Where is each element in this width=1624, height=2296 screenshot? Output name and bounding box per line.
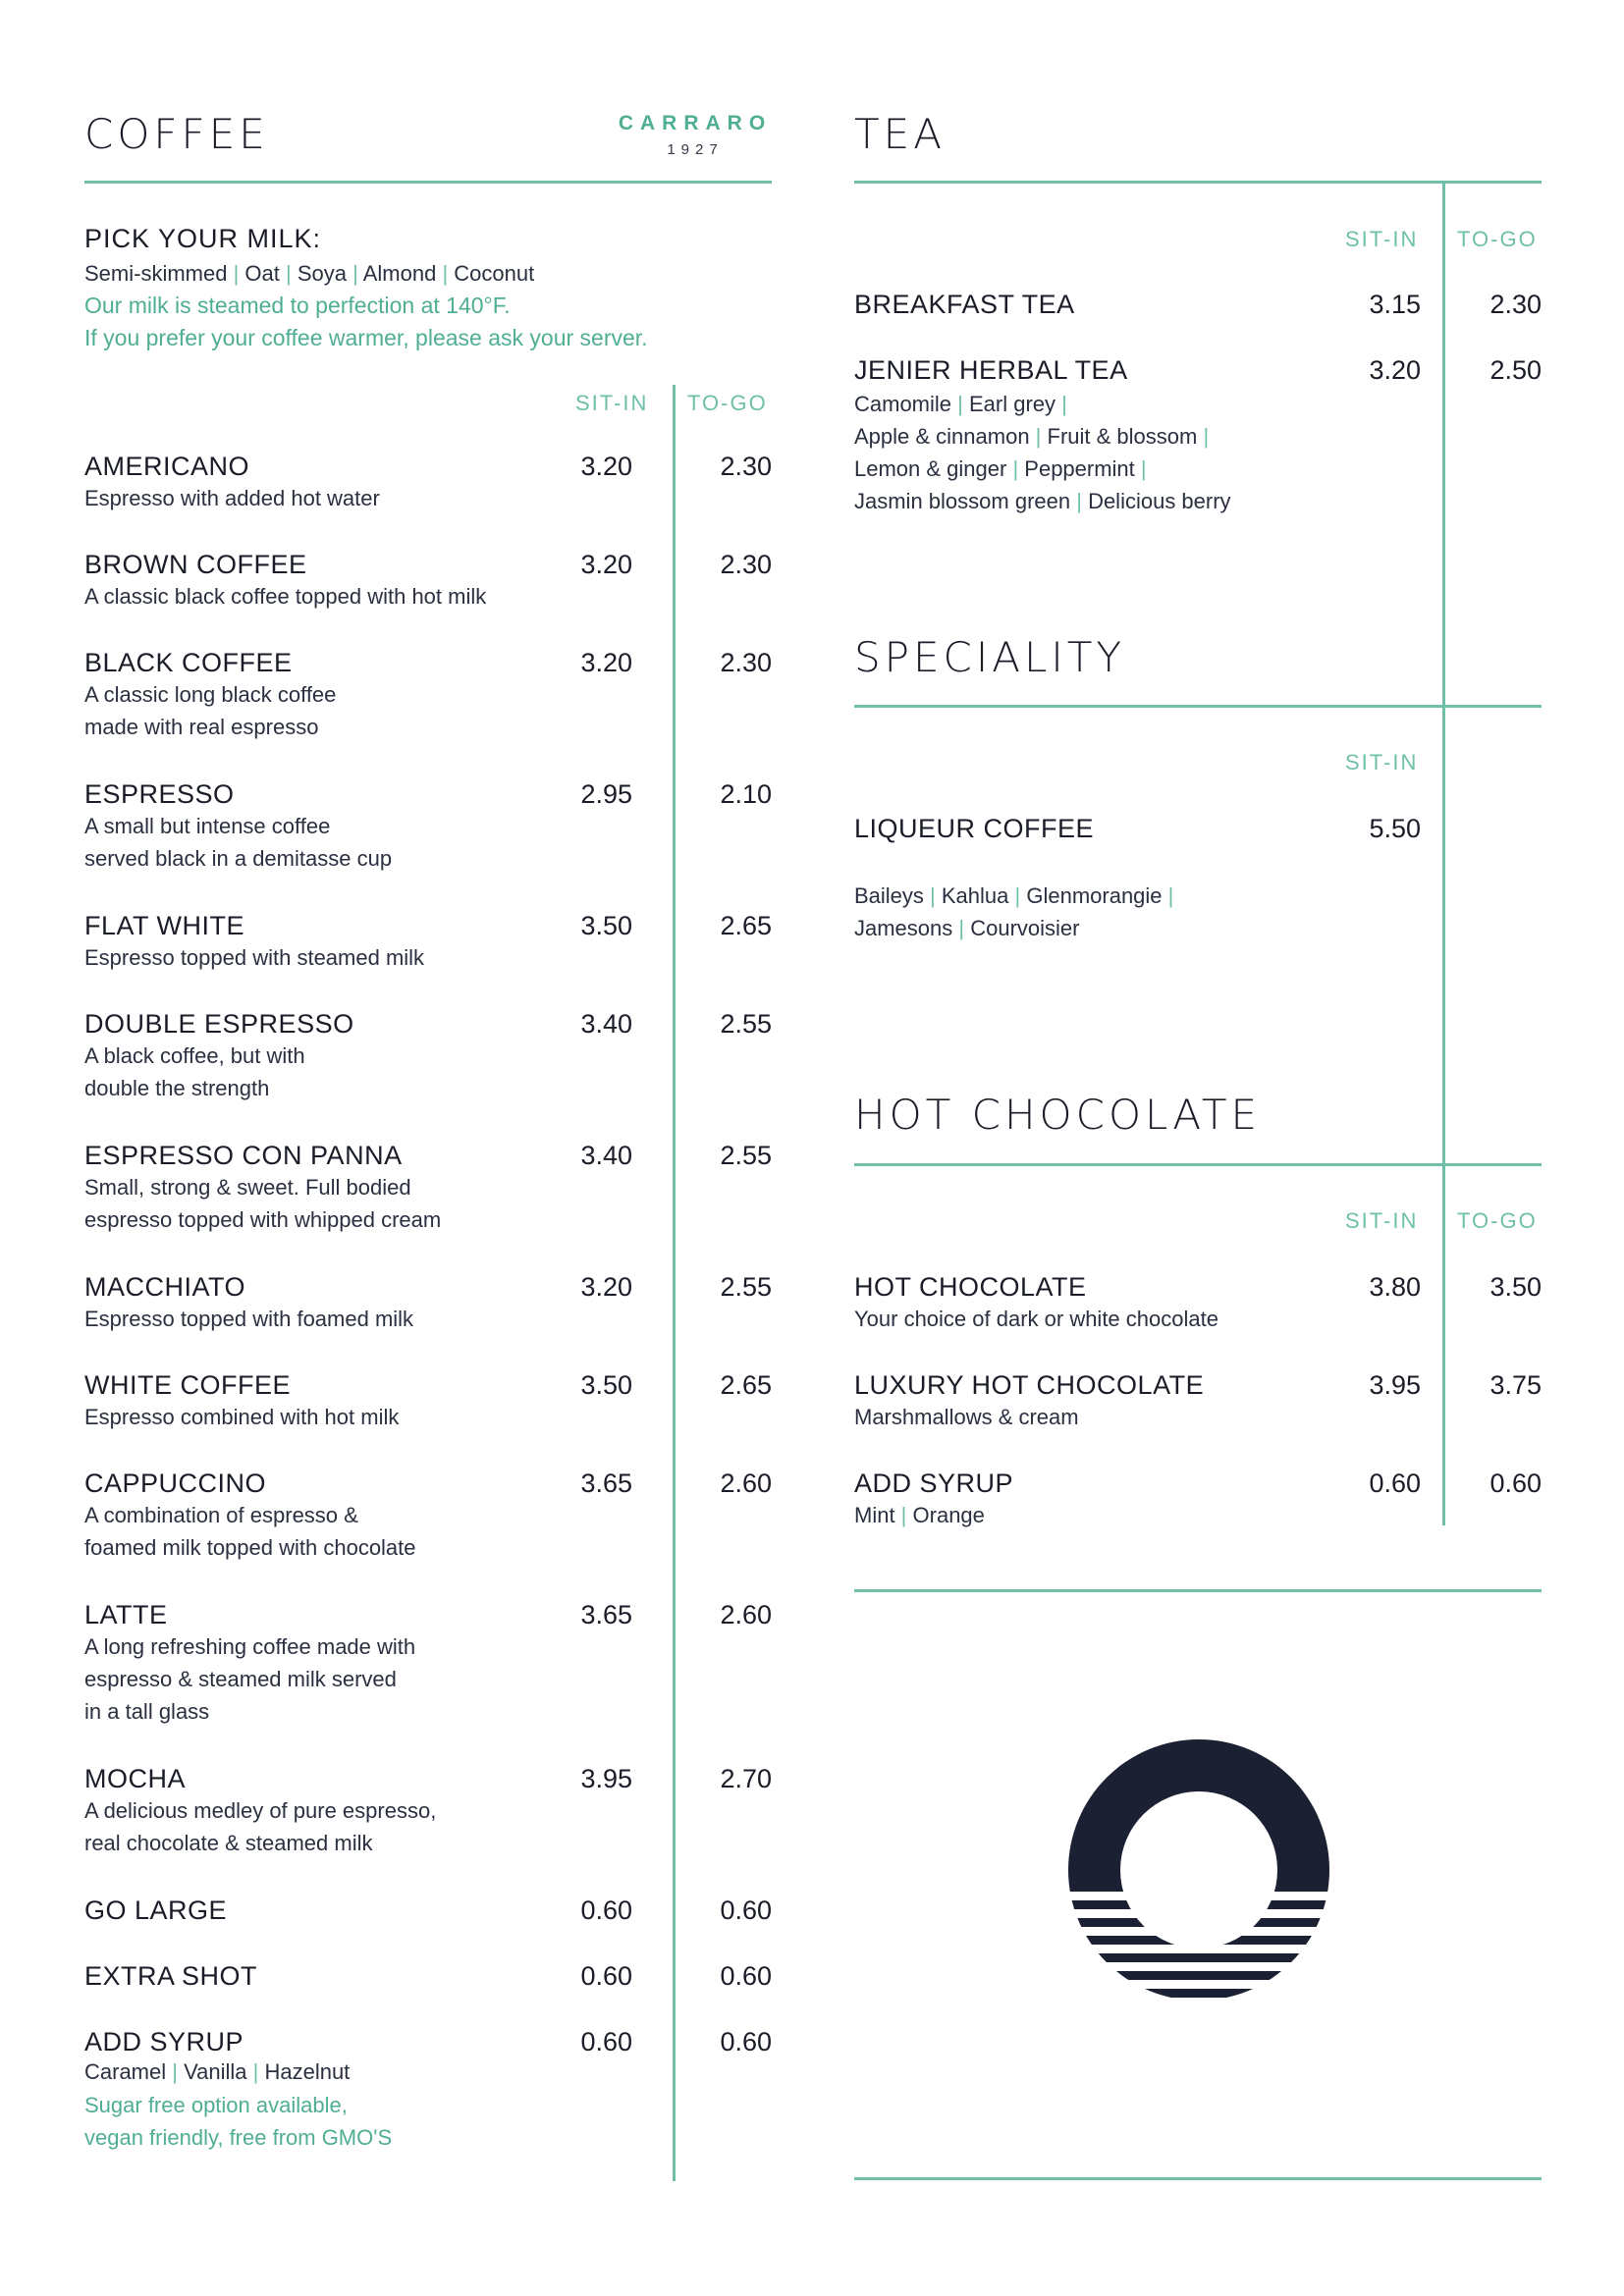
item-desc: A small but intense coffee — [84, 814, 331, 838]
item-desc: espresso topped with whipped cream — [84, 1207, 442, 1232]
menu-item — [84, 1468, 772, 1564]
milk-option: Coconut — [454, 261, 535, 286]
syrup-note: Sugar free option available, — [84, 2093, 348, 2117]
page-bottom-rule — [854, 2177, 1542, 2180]
liqueur-options — [854, 880, 1345, 944]
price-to-go: 3.75 — [1489, 1370, 1542, 1400]
menu-item — [84, 778, 772, 875]
item-name: JENIER HERBAL TEA — [854, 355, 1128, 385]
price-sit-in: 3.40 — [580, 1009, 632, 1039]
speciality-sit-in-header: SIT-IN — [1345, 750, 1419, 774]
menu-item — [854, 354, 1542, 517]
price-to-go: 2.30 — [1489, 290, 1542, 319]
menu-item — [854, 813, 1542, 844]
coffee-to-go-header: TO-GO — [687, 391, 768, 415]
milk-option: Almond — [362, 261, 437, 286]
price-sit-in: 3.95 — [1369, 1370, 1421, 1400]
price-sit-in: 3.20 — [580, 648, 632, 677]
item-name: FLAT WHITE — [84, 911, 245, 940]
menu-item — [84, 1369, 772, 1433]
item-name: ESPRESSO — [84, 779, 235, 809]
item-name: GO LARGE — [84, 1896, 228, 1925]
milk-title: PICK YOUR MILK: — [84, 224, 322, 253]
syrup-option: Caramel — [84, 2059, 167, 2084]
price-to-go: 2.65 — [720, 1370, 772, 1400]
item-name: BROWN COFFEE — [84, 550, 307, 579]
price-sit-in: 3.95 — [580, 1764, 632, 1793]
item-name: MACCHIATO — [84, 1272, 246, 1302]
coffee-syrup-options: Caramel | Vanilla | Hazelnut — [84, 2059, 351, 2084]
item-desc: foamed milk topped with chocolate — [84, 1535, 416, 1560]
menu-item — [84, 1140, 772, 1236]
price-to-go: 0.60 — [1489, 1468, 1542, 1498]
item-desc: A classic black coffee topped with hot milk — [84, 584, 487, 609]
milk-option: Soya — [297, 261, 347, 286]
tea-sit-in-header: SIT-IN — [1345, 227, 1419, 251]
item-name: CAPPUCCINO — [84, 1468, 267, 1498]
price-sit-in: 3.65 — [580, 1600, 632, 1629]
item-desc: A black coffee, but with — [84, 1043, 305, 1068]
item-desc: A delicious medley of pure espresso, — [84, 1798, 437, 1823]
hot-chocolate-title-rule — [854, 1163, 1542, 1166]
item-desc: served black in a demitasse cup — [84, 846, 393, 871]
hot-chocolate-sit-in-header: SIT-IN — [1345, 1208, 1419, 1233]
price-to-go: 2.60 — [720, 1468, 772, 1498]
item-desc: Espresso with added hot water — [84, 486, 380, 510]
item-name: MOCHA — [84, 1764, 186, 1793]
price-sit-in: 3.20 — [1369, 355, 1421, 385]
item-name: EXTRA SHOT — [84, 1961, 258, 1991]
milk-note: Our milk is steamed to perfection at 140°F. — [84, 293, 511, 318]
price-sit-in: 3.20 — [580, 1272, 632, 1302]
herbal-line: Apple & cinnamon | Fruit & blossom | — [854, 424, 1210, 449]
menu-item — [84, 1271, 772, 1335]
hot-chocolate-to-go-header: TO-GO — [1457, 1208, 1538, 1233]
item-name: LATTE — [84, 1600, 168, 1629]
price-to-go: 2.55 — [720, 1009, 772, 1039]
menu-item — [854, 1271, 1542, 1335]
menu-item — [854, 1468, 1542, 1531]
item-desc: Your choice of dark or white chocolate — [854, 1307, 1218, 1331]
item-name: WHITE COFFEE — [84, 1370, 291, 1400]
item-desc: Espresso topped with foamed milk — [84, 1307, 414, 1331]
price-to-go: 2.65 — [720, 911, 772, 940]
item-desc: real chocolate & steamed milk — [84, 1831, 373, 1855]
item-desc: Espresso combined with hot milk — [84, 1405, 400, 1429]
price-sit-in: 3.40 — [580, 1141, 632, 1170]
tea-to-go-header: TO-GO — [1457, 227, 1538, 251]
price-to-go: 2.30 — [720, 550, 772, 579]
item-desc: A classic long black coffee — [84, 682, 337, 707]
item-desc: Small, strong & sweet. Full bodied — [84, 1175, 411, 1200]
item-name: AMERICANO — [84, 452, 250, 481]
item-desc: espresso & steamed milk served — [84, 1667, 397, 1691]
syrup-option: Hazelnut — [264, 2059, 351, 2084]
price-to-go: 2.55 — [720, 1141, 772, 1170]
item-name: ESPRESSO CON PANNA — [84, 1141, 403, 1170]
price-to-go: 2.60 — [720, 1600, 772, 1629]
item-desc: Mint | Orange — [854, 1503, 985, 1527]
price-sit-in: 2.95 — [580, 779, 632, 809]
price-to-go: 2.50 — [1489, 355, 1542, 385]
brand-year: 1927 — [667, 141, 724, 158]
speciality-title: SPECIALITY — [854, 633, 1126, 681]
price-to-go: 2.30 — [720, 452, 772, 481]
menu-item — [84, 1008, 772, 1104]
item-desc: made with real espresso — [84, 715, 319, 739]
price-sit-in: 3.15 — [1369, 290, 1421, 319]
price-sit-in: 3.20 — [580, 452, 632, 481]
price-sit-in: 0.60 — [1369, 1468, 1421, 1498]
price-sit-in: 3.80 — [1369, 1272, 1421, 1302]
milk-options: Semi-skimmed | Oat | Soya | Almond | Coconut — [84, 261, 535, 286]
menu-item — [854, 289, 1542, 320]
item-desc: double the strength — [84, 1076, 270, 1100]
menu-item — [84, 1599, 772, 1728]
syrup-option: Vanilla — [184, 2059, 247, 2084]
syrup-note: vegan friendly, free from GMO'S — [84, 2125, 393, 2150]
item-name: BREAKFAST TEA — [854, 290, 1075, 319]
price-sit-in: 5.50 — [1369, 814, 1421, 843]
price-to-go: 0.60 — [720, 2027, 772, 2056]
liqueur-line: Jamesons | Courvoisier — [854, 916, 1080, 940]
liqueur-line: Baileys | Kahlua | Glenmorangie | — [854, 883, 1174, 908]
price-to-go: 2.30 — [720, 648, 772, 677]
price-sit-in: 3.50 — [580, 911, 632, 940]
item-desc: A combination of espresso & — [84, 1503, 358, 1527]
item-name: ADD SYRUP — [854, 1468, 1014, 1498]
menu-item — [84, 2026, 772, 2057]
item-name: DOUBLE ESPRESSO — [84, 1009, 354, 1039]
item-name: LUXURY HOT CHOCOLATE — [854, 1370, 1205, 1400]
item-name: LIQUEUR COFFEE — [854, 814, 1095, 843]
milk-option: Semi-skimmed — [84, 261, 228, 286]
item-desc: in a tall glass — [84, 1699, 210, 1724]
herbal-tea-options — [854, 388, 1345, 517]
price-to-go: 2.70 — [720, 1764, 772, 1793]
item-name: ADD SYRUP — [84, 2027, 244, 2056]
tea-title: TEA — [854, 110, 946, 158]
milk-option: Oat — [244, 261, 280, 286]
menu-item — [84, 451, 772, 514]
coffee-title-rule — [84, 181, 772, 184]
tea-title-rule — [854, 181, 1542, 184]
brand-name: CARRARO — [618, 112, 773, 134]
price-sit-in: 3.65 — [580, 1468, 632, 1498]
carraro-ring-logo-icon — [1066, 1737, 1331, 2007]
item-name: BLACK COFFEE — [84, 648, 293, 677]
speciality-title-rule — [854, 705, 1542, 708]
herbal-line: Camomile | Earl grey | — [854, 392, 1067, 416]
hot-chocolate-title: HOT CHOCOLATE — [854, 1091, 1262, 1139]
coffee-sit-in-header: SIT-IN — [575, 391, 649, 415]
price-sit-in: 3.20 — [580, 550, 632, 579]
item-desc: Marshmallows & cream — [854, 1405, 1079, 1429]
herbal-line: Lemon & ginger | Peppermint | — [854, 456, 1147, 481]
menu-item — [84, 1763, 772, 1859]
milk-note: If you prefer your coffee warmer, please ask your server. — [84, 325, 648, 350]
price-to-go: 0.60 — [720, 1896, 772, 1925]
price-to-go: 3.50 — [1489, 1272, 1542, 1302]
herbal-line: Jasmin blossom green | Delicious berry — [854, 489, 1231, 513]
menu-item — [84, 549, 772, 613]
menu-item — [84, 647, 772, 743]
price-sit-in: 0.60 — [580, 2027, 632, 2056]
price-to-go: 0.60 — [720, 1961, 772, 1991]
menu-item — [854, 1369, 1542, 1433]
hot-chocolate-bottom-rule — [854, 1589, 1542, 1592]
price-to-go: 2.55 — [720, 1272, 772, 1302]
item-name: HOT CHOCOLATE — [854, 1272, 1087, 1302]
item-desc: Espresso topped with steamed milk — [84, 945, 425, 970]
price-sit-in: 3.50 — [580, 1370, 632, 1400]
menu-item — [84, 1960, 772, 1992]
item-desc: A long refreshing coffee made with — [84, 1634, 416, 1659]
price-to-go: 2.10 — [720, 779, 772, 809]
menu-item — [84, 910, 772, 974]
coffee-title: COFFEE — [84, 110, 269, 158]
menu-item — [84, 1895, 772, 1926]
brand-logo — [612, 112, 779, 158]
price-sit-in: 0.60 — [580, 1961, 632, 1991]
price-sit-in: 0.60 — [580, 1896, 632, 1925]
